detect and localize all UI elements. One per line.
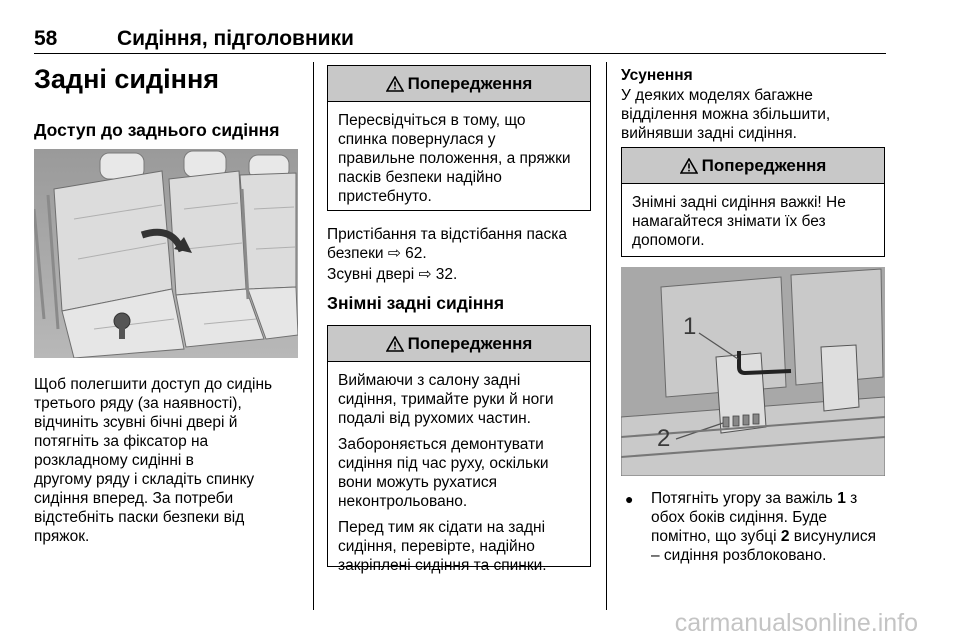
text-line: сидіння, перевірте, надійно [338, 538, 535, 555]
text-run: з [845, 490, 858, 507]
callout-2: 2 [657, 425, 671, 452]
text-line: відчиніть зсувні бічні двері й [34, 414, 238, 431]
text-line: сидіння вперед. За потреби [34, 490, 234, 507]
site-watermark: carmanualsonline.info [674, 609, 918, 637]
text-line: вони можуть рухатися [338, 474, 498, 491]
warning-body [622, 184, 884, 258]
text-line: пристебнуто. [338, 188, 432, 205]
callout-1: 1 [683, 313, 697, 340]
access-instructions [34, 375, 304, 546]
rear-seat-access-illustration [34, 149, 298, 358]
page-number: 58 [34, 27, 58, 50]
text-line: допомоги. [632, 232, 705, 249]
text-line: Перед тим як сідати на задні [338, 519, 546, 536]
warning-triangle-icon [386, 336, 404, 352]
warning-header [328, 66, 590, 102]
warning-paragraph [338, 111, 580, 206]
text-run: помітно, що зубці [651, 528, 781, 545]
text-line: Пристібання та відстібання паска [327, 226, 568, 243]
header-rule [34, 53, 886, 54]
warning-body [328, 362, 590, 583]
text-line: неконтрольовано. [338, 493, 468, 510]
text-line: сидіння, тримайте руки й ноги [338, 391, 554, 408]
seat-illustration-svg [34, 149, 298, 358]
bullet-text [651, 489, 891, 565]
warning-paragraph [338, 435, 580, 511]
text-line: Виймаючи з салону задні [338, 372, 521, 389]
warning-triangle-icon [680, 158, 698, 174]
warning-triangle-icon [386, 76, 404, 92]
text-line: – сидіння розблоковано. [651, 547, 827, 564]
text-line: сидіння під час руху, оскільки [338, 455, 549, 472]
text-line [651, 527, 891, 546]
section-heading: Задні сидіння [34, 64, 220, 94]
text-line: правильне положення, а пряжки [338, 150, 571, 167]
column-divider-1 [313, 62, 314, 610]
text-line: Забороняється демонтувати [338, 436, 544, 453]
text-line: пряжок. [34, 528, 90, 545]
text-line: Щоб полегшити доступ до сидінь [34, 376, 273, 393]
text-line [651, 489, 891, 508]
teeth-ref-number: 2 [780, 528, 790, 545]
warning-paragraph [632, 193, 874, 250]
subsection-heading: Доступ до заднього сидіння [34, 120, 280, 140]
text-line: третього ряду (за наявності), [34, 395, 242, 412]
removable-seats-heading: Знімні задні сидіння [327, 293, 505, 313]
text-line: другому ряду і складіть спинку [34, 471, 255, 488]
text-line: пасків безпеки надійно [338, 169, 502, 186]
column-divider-2 [606, 62, 607, 610]
warning-header [328, 326, 590, 362]
warning-header [622, 148, 884, 184]
warning-box-heavy [621, 147, 885, 257]
text-line: подалі від рухомих частин. [338, 410, 531, 427]
bullet-instruction [621, 489, 891, 565]
removal-heading: Усунення [621, 67, 693, 84]
warning-box-removal [327, 325, 591, 574]
warning-title: Попередження [407, 333, 533, 353]
text-line: закріплені сидіння та спинки. [338, 557, 547, 574]
text-line: потягніть за фіксатор на [34, 433, 209, 450]
text-line: відстебніть паски безпеки від [34, 509, 245, 526]
running-header-title: Сидіння, підголовники [117, 27, 354, 50]
warning-paragraph [338, 518, 580, 575]
warning-paragraph [338, 371, 580, 428]
text-line: намагайтеся знімати їх без [632, 213, 826, 230]
text-run: висунулися [789, 528, 877, 545]
warning-box-backrest [327, 65, 591, 211]
warning-title: Попередження [407, 73, 533, 93]
removal-intro [621, 86, 891, 143]
bullet-icon: ● [625, 491, 634, 507]
sliding-door-reference: Зсувні двері ⇨ 32. [327, 266, 458, 283]
text-line: розкладному сидінні в [34, 452, 194, 469]
lever-ref-number: 1 [837, 490, 846, 507]
text-line: У деяких моделях багажне [621, 87, 813, 104]
seat-lever-illustration [621, 267, 885, 476]
text-line: відділення можна збільшити, [621, 106, 831, 123]
text-line: спинка повернулася у [338, 131, 496, 148]
text-line: Пересвідчіться в тому, що [338, 112, 526, 129]
warning-body [328, 102, 590, 214]
text-line: вийнявши задні сидіння. [621, 125, 797, 142]
warning-title: Попередження [701, 155, 827, 175]
seatbelt-reference [327, 225, 597, 263]
text-run: Потягніть угору за важіль [651, 490, 838, 507]
text-line: Знімні задні сидіння важкі! Не [632, 194, 846, 211]
text-line: безпеки ⇨ 62. [327, 245, 427, 262]
text-line: обох боків сидіння. Буде [651, 509, 828, 526]
